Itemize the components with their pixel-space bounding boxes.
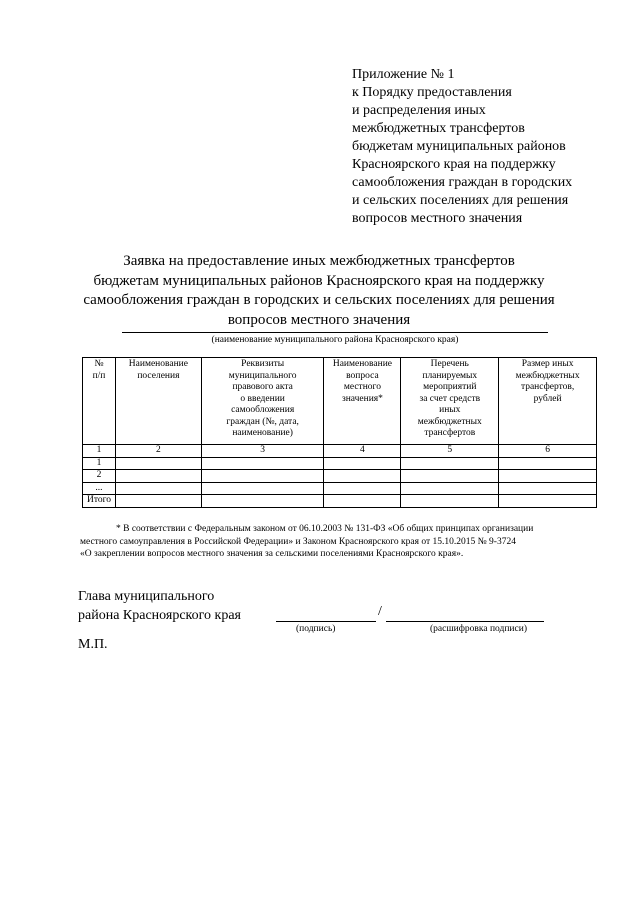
signature-decode-line bbox=[386, 621, 544, 622]
table-cell bbox=[401, 482, 499, 495]
table-cell bbox=[401, 495, 499, 508]
annex-line: к Порядку предоставления bbox=[352, 85, 512, 100]
annex-line: бюджетам муниципальных районов bbox=[352, 139, 566, 154]
title-line: самообложения граждан в городских и сельских поселениях для решения bbox=[83, 292, 555, 308]
annex-line: Приложение № 1 bbox=[352, 67, 455, 82]
table-cell bbox=[201, 495, 324, 508]
table-cell bbox=[499, 495, 597, 508]
table-header-row bbox=[83, 358, 597, 445]
annex-reference bbox=[352, 66, 602, 228]
table-cell bbox=[324, 495, 401, 508]
signer-line: Глава муниципального bbox=[78, 589, 215, 604]
table-row bbox=[83, 457, 597, 470]
footnote-line: местного самоуправления в Российской Федерации» и Законом Красноярского края от 15.10.2015 № 9-3724 bbox=[80, 536, 516, 547]
header-cell-settlement: Наименование поселения bbox=[115, 358, 201, 445]
annex-line: Красноярского края на поддержку bbox=[352, 157, 556, 172]
table-cell bbox=[324, 470, 401, 483]
column-number: 4 bbox=[324, 445, 401, 458]
table-total-row bbox=[83, 495, 597, 508]
signer-title bbox=[78, 587, 241, 625]
signature-separator: / bbox=[378, 604, 382, 619]
application-table bbox=[82, 357, 597, 508]
table-cell bbox=[115, 470, 201, 483]
table-cell bbox=[499, 457, 597, 470]
header-cell-legal-act: Реквизиты муниципального правового акта о введении самообложения граждан (№, дата, наименование) bbox=[201, 358, 324, 445]
footnote-line: «О закреплении вопросов местного значения за сельскими поселениями Красноярского края». bbox=[80, 549, 464, 559]
table-cell: 2 bbox=[83, 470, 116, 483]
table-cell bbox=[115, 482, 201, 495]
table-cell: ... bbox=[83, 482, 116, 495]
table-cell bbox=[201, 457, 324, 470]
document-title bbox=[60, 252, 578, 330]
annex-line: самообложения граждан в городских bbox=[352, 175, 573, 190]
header-cell-activities: Перечень планируемых мероприятий за счет средств иных межбюджетных трансфертов bbox=[401, 358, 499, 445]
annex-line: и сельских поселениях для решения bbox=[352, 193, 569, 208]
signature-caption: (подпись) bbox=[296, 624, 336, 634]
table-cell bbox=[499, 470, 597, 483]
title-line: вопросов местного значения bbox=[227, 311, 411, 328]
table-row bbox=[83, 482, 597, 495]
table-cell: 1 bbox=[83, 457, 116, 470]
signature-line bbox=[276, 621, 376, 622]
column-number-row bbox=[83, 445, 597, 458]
table-row bbox=[83, 470, 597, 483]
table-cell bbox=[115, 457, 201, 470]
table-cell bbox=[324, 457, 401, 470]
title-line: Заявка на предоставление иных межбюджетных трансфертов bbox=[123, 253, 515, 269]
table-cell bbox=[401, 470, 499, 483]
annex-line: вопросов местного значения bbox=[352, 211, 523, 226]
table-cell bbox=[324, 482, 401, 495]
header-cell-issue: Наименование вопроса местного значения* bbox=[324, 358, 401, 445]
table-cell bbox=[499, 482, 597, 495]
signer-line: района Красноярского края bbox=[78, 608, 241, 623]
seal-label: М.П. bbox=[78, 637, 108, 652]
header-cell-number: № п/п bbox=[83, 358, 116, 445]
column-number: 5 bbox=[401, 445, 499, 458]
table-cell: Итого bbox=[83, 495, 116, 508]
district-name-caption: (наименование муниципального района Красноярского края) bbox=[211, 335, 459, 345]
signature-decode-caption: (расшифровка подписи) bbox=[430, 624, 527, 634]
title-line: бюджетам муниципальных районов Красноярского края на поддержку bbox=[93, 272, 545, 289]
annex-line: и распределения иных bbox=[352, 103, 486, 118]
annex-line: межбюджетных трансфертов bbox=[352, 121, 525, 136]
district-name-line bbox=[122, 332, 548, 333]
column-number: 1 bbox=[83, 445, 116, 458]
table-cell bbox=[201, 482, 324, 495]
footnote bbox=[80, 523, 610, 561]
table-cell bbox=[201, 470, 324, 483]
table-cell bbox=[401, 457, 499, 470]
column-number: 2 bbox=[115, 445, 201, 458]
footnote-line: * В соответствии с Федеральным законом от 06.10.2003 № 131-ФЗ «Об общих принципах организации bbox=[116, 524, 534, 534]
column-number: 6 bbox=[499, 445, 597, 458]
column-number: 3 bbox=[201, 445, 324, 458]
table-cell bbox=[115, 495, 201, 508]
header-cell-amount: Размер иных межбюджетных трансфертов, рублей bbox=[499, 358, 597, 445]
